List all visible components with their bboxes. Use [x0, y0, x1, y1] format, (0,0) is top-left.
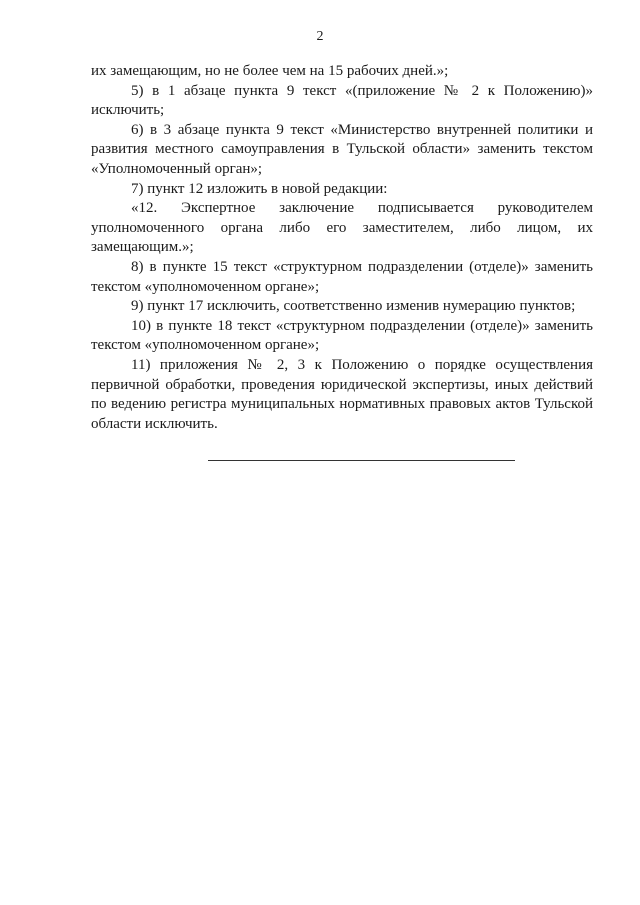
- paragraph-item-11: 11) приложения № 2, 3 к Положению о порядке осуществления первичной обработки, проведения юридической экспертизы, иных действий по ведению регистра муниципальных нормативных правовых актов Тульской области исключить.: [91, 356, 593, 432]
- page-number: 2: [316, 29, 324, 44]
- paragraph-item-5: 5) в 1 абзаце пункта 9 текст «(приложение № 2 к Положению)» исключить;: [91, 82, 593, 119]
- paragraph-item-7: 7) пункт 12 изложить в новой редакции:: [131, 180, 388, 197]
- paragraph-item-9: 9) пункт 17 исключить, соответственно изменив нумерацию пунктов;: [131, 298, 576, 315]
- paragraph-item-8: 8) в пункте 15 текст «структурном подразделении (отделе)» заменить текстом «уполномоченном органе»;: [91, 258, 593, 295]
- paragraph-item-10: 10) в пункте 18 текст «структурном подразделении (отделе)» заменить текстом «уполномоченном органе»;: [91, 317, 593, 354]
- document-body: [91, 62, 593, 434]
- end-of-document-line: [208, 460, 515, 461]
- paragraph-new-clause-12: «12. Экспертное заключение подписывается руководителем уполномоченного органа либо его заместителем, либо лицом, их замещающим.»;: [91, 200, 593, 256]
- paragraph-item-6: 6) в 3 абзаце пункта 9 текст «Министерство внутренней политики и развития местного самоуправления в Тульской области» заменить текстом «Уполномоченный орган»;: [91, 121, 593, 177]
- paragraph-continuation: их замещающим, но не более чем на 15 рабочих дней.»;: [91, 63, 449, 79]
